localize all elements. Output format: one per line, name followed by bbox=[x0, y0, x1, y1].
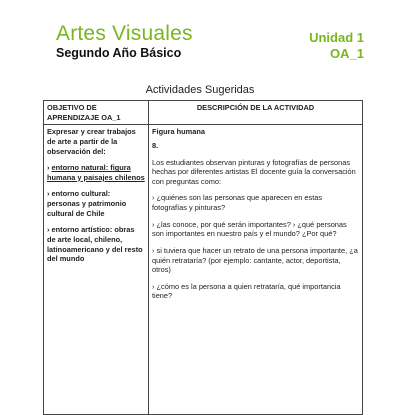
grade-title: Segundo Año Básico bbox=[56, 46, 182, 60]
objective-cell bbox=[44, 125, 149, 415]
activity-question: › ¿las conoce, por qué serán importantes? › ¿qué personas son importantes en nuestro país y el mundo? ¿Por qué? bbox=[152, 219, 347, 239]
objective-item-text: entorno natural: figura humana y paisajes chilenos bbox=[47, 163, 145, 182]
objective-item-prefix: › bbox=[47, 163, 52, 173]
header-description: DESCRIPCIÓN DE LA ACTIVIDAD bbox=[149, 101, 363, 125]
subject-title: Artes Visuales bbox=[56, 22, 193, 45]
objective-item-artistic: › entorno artístico: obras de arte local, chileno, latinoamericano y del resto del mundo bbox=[47, 225, 143, 264]
objective-intro: Expresar y crear trabajos de arte a partir de la observación del: bbox=[47, 127, 136, 156]
activity-cell bbox=[149, 125, 363, 415]
activity-table bbox=[43, 100, 363, 415]
unit-title: Unidad 1 bbox=[309, 30, 364, 45]
objective-item-cultural: › entorno cultural: personas y patrimonio cultural de Chile bbox=[47, 189, 127, 218]
activity-number: 8. bbox=[152, 140, 159, 150]
table-header-row bbox=[44, 101, 363, 125]
table-row bbox=[44, 125, 363, 415]
header-objective: OBJETIVO DE APRENDIZAJE OA_1 bbox=[44, 101, 149, 125]
section-title: Actividades Sugeridas bbox=[145, 84, 255, 96]
activity-question: › ¿quiénes son las personas que aparecen en estas fotografías y pinturas? bbox=[152, 193, 323, 212]
activity-title: Figura humana bbox=[152, 127, 205, 137]
activity-paragraph: Los estudiantes observan pinturas y fotografías de personas hechas por diferentes artistas El docente guía la conversación con preguntas como: bbox=[152, 157, 356, 186]
objective-item-natural bbox=[47, 163, 145, 182]
activity-question: › si tuviera que hacer un retrato de una persona importante, ¿a quién retrataría? (por ejemplo: cantante, actor, deportista, otros) bbox=[152, 245, 358, 275]
oa-code: OA_1 bbox=[330, 46, 364, 61]
activity-question: › ¿cómo es la persona a quien retrataría, qué importancia tiene? bbox=[152, 281, 341, 301]
